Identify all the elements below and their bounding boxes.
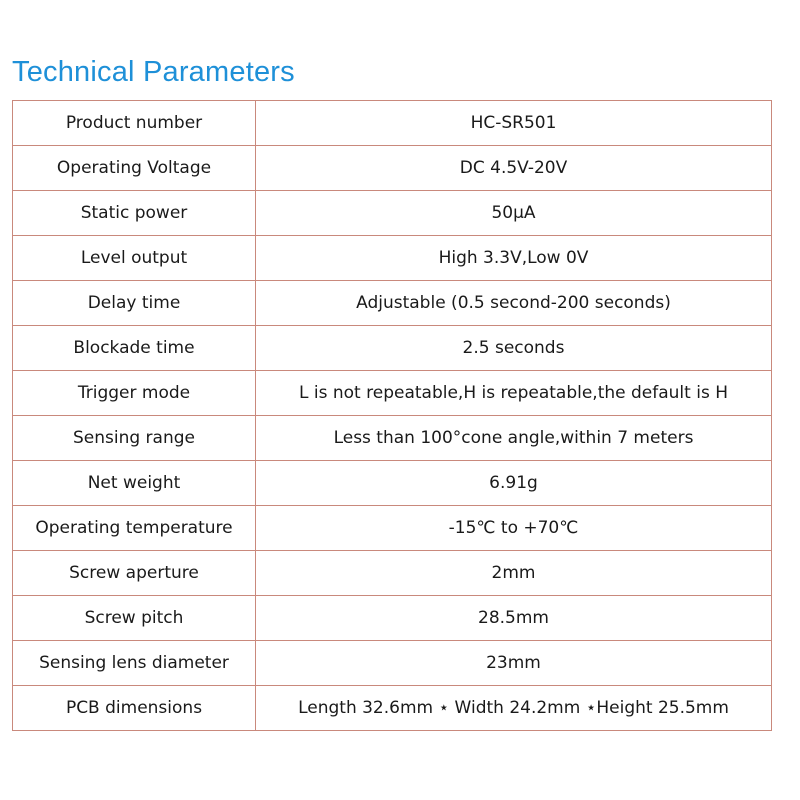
row-label: Level output — [13, 236, 256, 281]
row-value: 2.5 seconds — [256, 326, 772, 371]
row-value: 23mm — [256, 641, 772, 686]
page-title: Technical Parameters — [12, 56, 295, 88]
table-row — [13, 641, 772, 686]
table-row — [13, 101, 772, 146]
row-value: 50μA — [256, 191, 772, 236]
row-label: Static power — [13, 191, 256, 236]
table-row — [13, 416, 772, 461]
table-row — [13, 236, 772, 281]
table-row — [13, 326, 772, 371]
row-label: Trigger mode — [13, 371, 256, 416]
row-value: DC 4.5V-20V — [256, 146, 772, 191]
row-label: Sensing range — [13, 416, 256, 461]
spec-table — [12, 100, 772, 731]
row-value: High 3.3V,Low 0V — [256, 236, 772, 281]
row-label: Screw aperture — [13, 551, 256, 596]
table-row — [13, 686, 772, 731]
row-value: 6.91g — [256, 461, 772, 506]
row-label: Sensing lens diameter — [13, 641, 256, 686]
row-value: 2mm — [256, 551, 772, 596]
table-row — [13, 146, 772, 191]
row-label: Operating temperature — [13, 506, 256, 551]
row-value: HC-SR501 — [256, 101, 772, 146]
table-row — [13, 461, 772, 506]
row-label: Delay time — [13, 281, 256, 326]
row-label: PCB dimensions — [13, 686, 256, 731]
row-label: Screw pitch — [13, 596, 256, 641]
table-row — [13, 551, 772, 596]
row-label: Operating Voltage — [13, 146, 256, 191]
row-value: 28.5mm — [256, 596, 772, 641]
row-value: Adjustable (0.5 second-200 seconds) — [256, 281, 772, 326]
row-value: -15℃ to +70℃ — [256, 506, 772, 551]
table-row — [13, 191, 772, 236]
row-label: Blockade time — [13, 326, 256, 371]
table-row — [13, 281, 772, 326]
table-row — [13, 371, 772, 416]
table-row — [13, 596, 772, 641]
row-value: Length 32.6mm ⋆ Width 24.2mm ⋆Height 25.5mm — [256, 686, 772, 731]
row-value: L is not repeatable,H is repeatable,the default is H — [256, 371, 772, 416]
row-label: Product number — [13, 101, 256, 146]
table-row — [13, 506, 772, 551]
row-label: Net weight — [13, 461, 256, 506]
row-value: Less than 100°cone angle,within 7 meters — [256, 416, 772, 461]
